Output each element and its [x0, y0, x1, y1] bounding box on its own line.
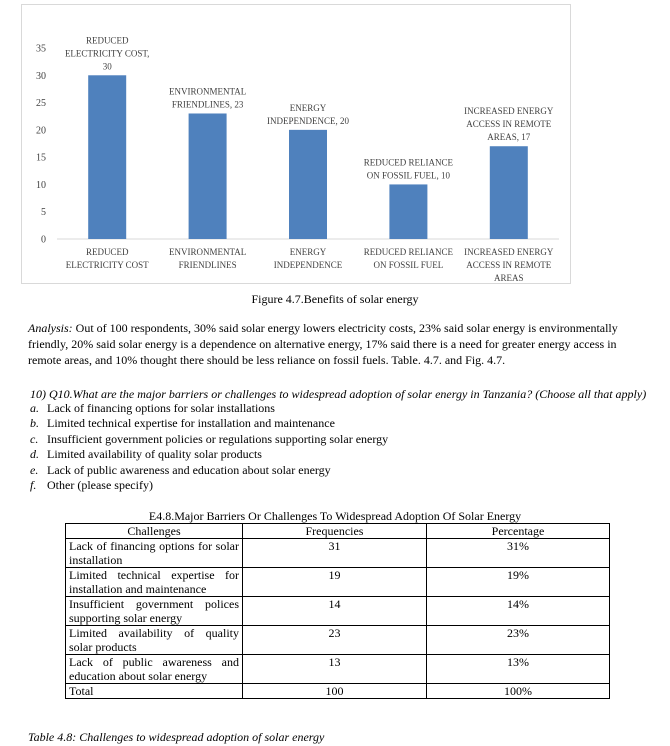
y-tick-label: 30	[36, 70, 46, 82]
option-letter: d.	[30, 447, 39, 462]
y-tick-label: 0	[41, 234, 46, 246]
table-row	[66, 597, 610, 626]
cell-frequency: 100	[243, 684, 427, 699]
data-label: ENVIRONMENTAL FRIENDLINES, 23	[168, 86, 247, 110]
cell-frequency: 13	[243, 655, 427, 684]
option-letter: f.	[30, 477, 37, 492]
data-label: REDUCED ELECTRICITY COST, 30	[64, 35, 150, 72]
option-text: Insufficient government policies or regulations supporting solar energy	[47, 431, 389, 446]
chart-canvas	[22, 5, 572, 285]
option-letter: e.	[30, 462, 39, 477]
cell-challenge: Limited availability of quality solar products	[66, 626, 243, 655]
cell-frequency: 31	[243, 539, 427, 568]
category-label: INCREASED ENERGY ACCESS IN REMOTE AREAS	[464, 247, 554, 283]
data-label: ENERGY INDEPENDENCE, 20	[267, 102, 349, 126]
analysis-text: Out of 100 respondents, 30% said solar energy lowers electricity costs, 23% said solar energy is environmentally friendly, 20% said solar energy is a dependence on alternative energy, 17% said there is a need for greater energy access in remote areas, and 10% thought there should be less reliance on fossil fuels. Table. 4.7. and Fig. 4.7.	[28, 321, 618, 367]
table-header-row	[66, 524, 610, 539]
cell-frequency: 19	[243, 568, 427, 597]
y-tick-label: 5	[41, 207, 46, 219]
header-frequencies: Frequencies	[243, 524, 427, 539]
y-tick-label: 35	[36, 43, 46, 55]
option-text: Limited availability of quality solar products	[47, 447, 262, 462]
table-caption: Table 4.8: Challenges to widespread adoption of solar energy	[28, 730, 325, 744]
cell-frequency: 14	[243, 597, 427, 626]
cell-percentage: 19%	[427, 568, 610, 597]
y-tick-label: 10	[36, 179, 46, 191]
category-label: REDUCED ELECTRICITY COST	[65, 247, 149, 270]
category-label: ENERGY INDEPENDENCE	[273, 247, 343, 270]
cell-challenge: Lack of financing options for solar installation	[66, 539, 243, 568]
y-tick-label: 15	[36, 152, 46, 164]
question-q10: 10) Q10.What are the major barriers or challenges to widespread adoption of solar energy in Tanzania? (Choose all that apply)	[30, 387, 647, 401]
cell-challenge: Lack of public awareness and education about solar energy	[66, 655, 243, 684]
option-text: Limited technical expertise for installation and maintenance	[47, 416, 335, 431]
cell-percentage: 14%	[427, 597, 610, 626]
analysis-lead: Analysis:	[28, 321, 73, 335]
cell-challenge: Limited technical expertise for installation and maintenance	[66, 568, 243, 597]
header-challenges: Challenges	[66, 524, 243, 539]
category-label: ENVIRONMENTAL FRIENDLINES	[168, 247, 247, 270]
analysis-paragraph	[28, 320, 650, 368]
table-row	[66, 539, 610, 568]
bar	[289, 130, 327, 239]
cell-percentage: 23%	[427, 626, 610, 655]
option-b	[30, 416, 388, 431]
y-tick-label: 25	[36, 98, 46, 110]
option-text: Other (please specify)	[47, 477, 153, 492]
bar	[189, 113, 227, 239]
cell-percentage: 100%	[427, 684, 610, 699]
table-row	[66, 626, 610, 655]
bar	[88, 75, 126, 239]
option-letter: c.	[30, 431, 39, 446]
table-title: E4.8.Major Barriers Or Challenges To Widespread Adoption Of Solar Energy	[148, 509, 522, 523]
category-label: REDUCED RELIANCE ON FOSSIL FUEL	[363, 247, 454, 270]
option-c	[30, 432, 388, 447]
table-row	[66, 568, 610, 597]
option-d	[30, 447, 388, 462]
table-row	[66, 655, 610, 684]
cell-frequency: 23	[243, 626, 427, 655]
cell-challenge: Total	[66, 684, 243, 699]
answer-options-list	[30, 401, 388, 493]
figure-caption: Figure 4.7.Benefits of solar energy	[251, 292, 419, 306]
cell-challenge: Insufficient government polices supporting solar energy	[66, 597, 243, 626]
data-label: INCREASED ENERGY ACCESS IN REMOTE AREAS, 17	[464, 106, 554, 143]
option-e	[30, 463, 388, 478]
option-text: Lack of public awareness and education about solar energy	[47, 462, 331, 477]
option-letter: a.	[30, 401, 39, 415]
bar	[389, 184, 427, 239]
data-label: REDUCED RELIANCE ON FOSSIL FUEL, 10	[363, 157, 454, 181]
cell-percentage: 31%	[427, 539, 610, 568]
y-tick-label: 20	[36, 125, 46, 137]
option-f	[30, 478, 388, 493]
challenges-table	[65, 523, 610, 699]
option-a	[30, 401, 388, 416]
option-text: Lack of financing options for solar installations	[47, 401, 275, 415]
table-total-row	[66, 684, 610, 699]
option-letter: b.	[30, 416, 39, 431]
header-percentage: Percentage	[427, 524, 610, 539]
benefits-bar-chart	[21, 4, 571, 284]
bar	[490, 146, 528, 239]
cell-percentage: 13%	[427, 655, 610, 684]
